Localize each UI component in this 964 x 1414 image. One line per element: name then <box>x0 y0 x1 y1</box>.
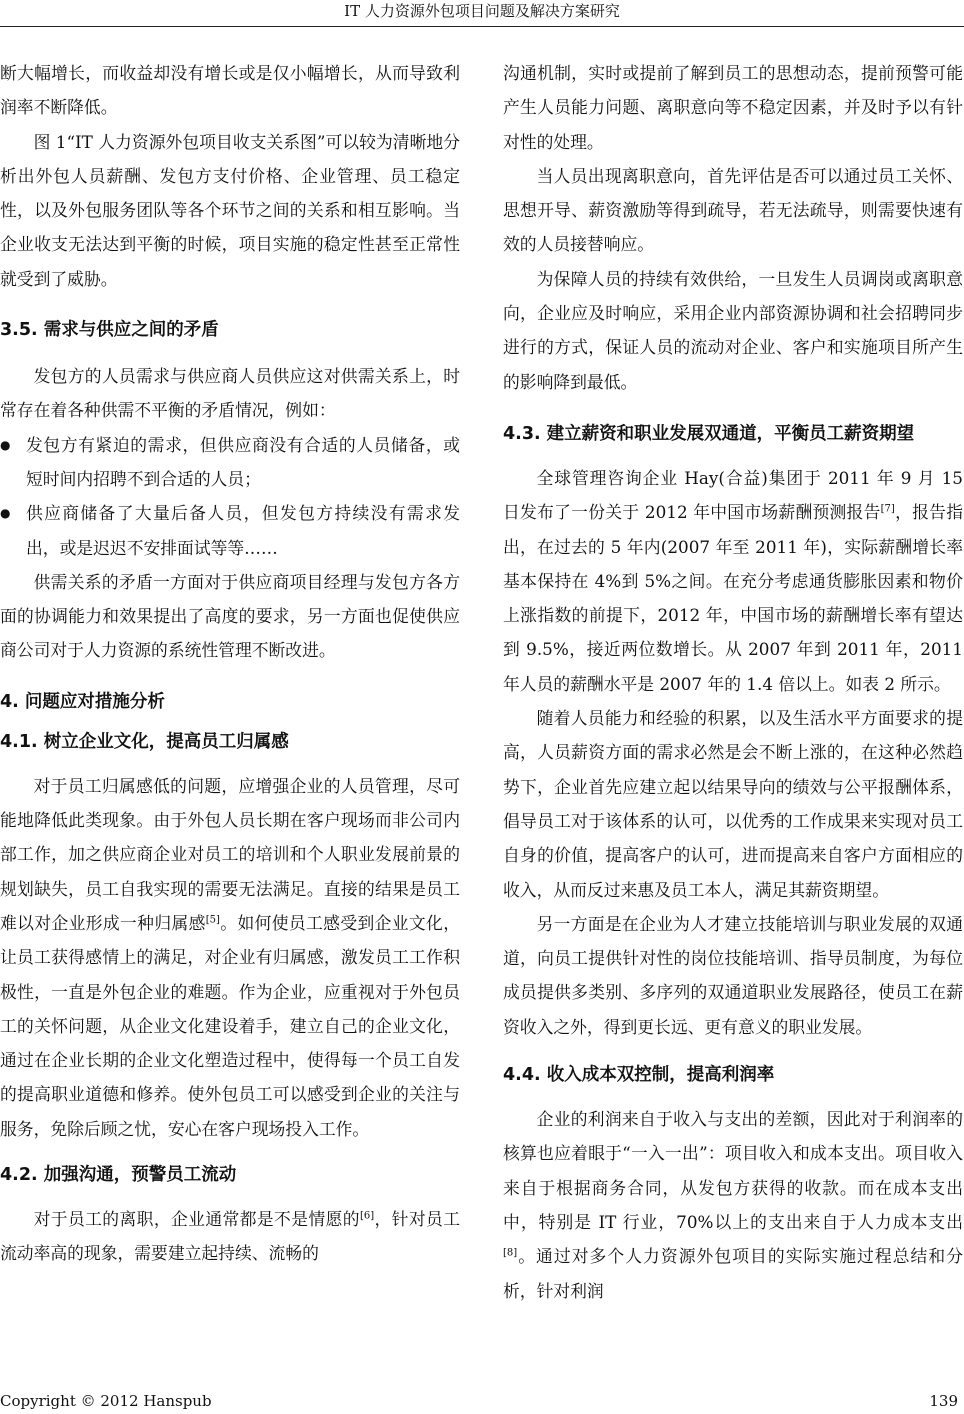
list-item-text: 供应商储备了大量后备人员，但发包方持续没有需求发出，或是迟迟不安排面试等等…… <box>26 503 460 558</box>
header-divider <box>0 26 964 27</box>
paragraph-text: ，针对员工流动率高的现象，需要建立起持续、流畅的 <box>0 1209 460 1264</box>
section-number: 4.3. <box>503 423 541 444</box>
section-title: 需求与供应之间的矛盾 <box>43 320 219 341</box>
paragraph-text: 企业的利润来自于收入与支出的差额，因此对于利润率的核算也应着眼于“一入一出”：项目收入和成本支出。项目收入来自于根据商务合同，从发包方获得的收款。而在成本支出中，特别是 IT 行业，70%以上的支出来自于人力成本支出 <box>503 1109 963 1232</box>
paragraph-text: 全球管理咨询企业 Hay(合益)集团于 2011 年 9 月 15 日发布了一份关于 2012 年中国市场薪酬预测报告 <box>503 467 963 523</box>
paragraph: 供需关系的矛盾一方面对于供应商项目经理与发包方各方面的协调能力和效果提出了高度的要求，另一方面也促使供应商公司对于人力资源的系统性管理不断改进。 <box>0 571 460 661</box>
paragraph: 断大幅增长，而收益却没有增长或是仅小幅增长，从而导致利润率不断降低。 <box>0 63 460 118</box>
section-title: 问题应对措施分析 <box>24 691 165 712</box>
paragraph: 图 1“IT 人力资源外包项目收支关系图”可以较为清晰地分析出外包人员薪酬、发包方支付价格、企业管理、员工稳定性，以及外包服务团队等各个环节之间的关系和相互影响。当企业收支无法达到平衡的时候，项目实施的稳定性甚至正常性就受到了威胁。 <box>0 131 460 289</box>
paragraph: 另一方面是在企业为人才建立技能培训与职业发展的双通道，向员工提供针对性的岗位技能培训、指导员制度，为每位成员提供多类别、多序列的双通道职业发展路径，使员工在薪资收入之外，得到更长远、更有意义的职业发展。 <box>503 913 963 1037</box>
footer-copyright: Copyright © 2012 Hanspub <box>0 1392 212 1410</box>
paragraph-text: 对于员工归属感低的问题，应增强企业的人员管理，尽可能地降低此类现象。由于外包人员长期在客户现场而非公司内部工作，加之供应商企业对员工的培训和个人职业发展前景的规划缺失，员工自我实现的需要无法满足。直接的结果是员工难以对企业形成一种归属感 <box>0 775 460 933</box>
section-heading-4-3 <box>503 419 963 449</box>
section-title: 树立企业文化，提高员工归属感 <box>43 731 289 752</box>
section-number: 3.5. <box>0 320 38 341</box>
section-number: 4. <box>0 691 19 712</box>
paragraph <box>0 769 460 1146</box>
paragraph: 随着人员能力和经验的积累，以及生活水平方面要求的提高，人员薪资方面的需求必然是会不断上涨的，在这种必然趋势下，企业首先应建立起以结果导向的绩效与公平报酬体系，倡导员工对于该体系的认可，以优秀的工作成果来实现对员工自身的价值，提高客户的认可，进而提高来自客户方面相应的收入，从而反过来惠及员工本人，满足其薪资期望。 <box>503 708 963 900</box>
section-heading-4-1 <box>0 727 460 757</box>
running-header: IT 人力资源外包项目问题及解决方案研究 <box>344 2 620 20</box>
right-column <box>503 56 963 1308</box>
section-title: 建立薪资和职业发展双通道，平衡员工薪资期望 <box>546 423 915 444</box>
section-title: 加强沟通，预警员工流动 <box>43 1165 237 1186</box>
left-column <box>0 56 460 1271</box>
paragraph <box>503 461 963 701</box>
paragraph: 沟通机制，实时或提前了解到员工的思想动态，提前预警可能产生人员能力问题、离职意向等不稳定因素，并及时予以有针对性的处理。 <box>503 63 963 152</box>
page-number: 139 <box>929 1392 958 1410</box>
paragraph-text: 。通过对多个人力资源外包项目的实际实施过程总结和分析，针对利润 <box>503 1246 963 1301</box>
paragraph <box>503 1102 963 1308</box>
section-number: 4.2. <box>0 1165 38 1186</box>
paragraph-text: ，报告指出，在过去的 5 年内(2007 年至 2011 年)，实际薪酬增长率基本保持在 4%到 5%之间。在充分考虑通货膨胀因素和物价上涨指数的前提下，2012 年，中国市场的薪酬增长率有望达到 9.5%，接近两位数增长。从 2007 年到 2011 年，2011 年人员的薪酬水平是 2007 年的 1.4 倍以上。如表 2 所示。 <box>503 502 963 694</box>
paragraph: 为保障人员的持续有效供给，一旦发生人员调岗或离职意向，企业应及时响应，采用企业内部资源协调和社会招聘同步进行的方式，保证人员的流动对企业、客户和实施项目所产生的影响降到最低。 <box>503 268 963 392</box>
paragraph: 发包方的人员需求与供应商人员供应这对供需关系上，时常存在着各种供需不平衡的矛盾情况，例如： <box>0 366 460 421</box>
paragraph <box>0 1202 460 1271</box>
section-heading-4-2 <box>0 1160 460 1190</box>
list-item-text: 发包方有紧迫的需求，但供应商没有合适的人员储备，或短时间内招聘不到合适的人员； <box>26 434 460 489</box>
paragraph-text: 。如何使员工感受到企业文化，让员工获得感情上的满足，对企业有归属感，激发员工工作积极性，一直是外包企业的难题。作为企业，应重视对于外包员工的关怀问题，从企业文化建设着手，建立自己的企业文化，通过在企业长期的企业文化塑造过程中，使得每一个员工自发的提高职业道德和修养。使外包员工可以感受到企业的关注与服务，免除后顾之忧，安心在客户现场投入工作。 <box>0 912 460 1139</box>
list-item <box>0 496 460 565</box>
paragraph-text: 对于员工的离职，企业通常都是不是情愿的 <box>33 1209 360 1230</box>
section-heading-4 <box>0 687 460 717</box>
list-item <box>0 428 460 497</box>
section-heading-3-5 <box>0 315 460 345</box>
section-number: 4.4. <box>503 1065 541 1086</box>
citation-ref: [6] <box>359 1210 375 1222</box>
bullet-icon: ● <box>0 506 11 521</box>
citation-ref: [8] <box>503 1247 518 1259</box>
section-number: 4.1. <box>0 731 38 752</box>
citation-ref: [5] <box>205 914 220 926</box>
section-heading-4-4 <box>503 1060 963 1090</box>
citation-ref: [7] <box>880 503 895 515</box>
paragraph: 当人员出现离职意向，首先评估是否可以通过员工关怀、思想开导、薪资激励等得到疏导，若无法疏导，则需要快速有效的人员接替响应。 <box>503 165 963 255</box>
bullet-icon: ● <box>0 437 11 452</box>
section-title: 收入成本双控制，提高利润率 <box>546 1065 775 1086</box>
